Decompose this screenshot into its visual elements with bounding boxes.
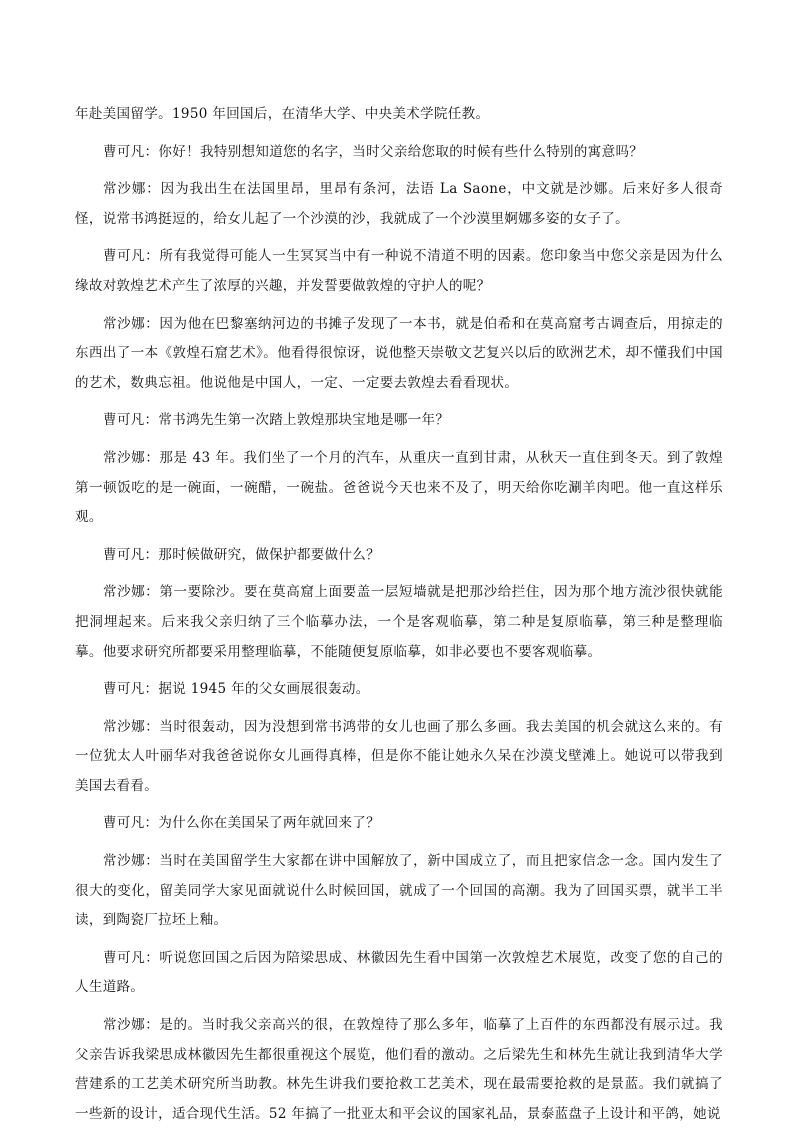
paragraph-answer-return: 常沙娜：当时在美国留学生大家都在讲中国解放了，新中国成立了，而且把家信念一念。国内发生了很大的变化，留美同学大家见面就说什么时候回国，就成了一个回国的高潮。我为了回国买票，就半工半读，到陶瓷厂拉坯上釉。 — [75, 853, 723, 929]
paragraph-answer-first-arrival: 常沙娜：那是 43 年。我们坐了一个月的汽车，从重庆一直到甘肃，从秋天一直住到冬天。到了敦煌第一顿饭吃的是一碗面，一碗醋，一碗盐。爸爸说今天也来不及了，明天给你吃涮羊肉吧。他一直这样乐观。 — [75, 449, 723, 526]
paragraph-answer-dunhuang-interest: 常沙娜：因为他在巴黎塞纳河边的书摊子发现了一本书，就是伯希和在莫高窟考古调查后，用掠走的东西出了一本《敦煌石窟艺术》。他看得很惊讶，说他整天崇敬文艺复兴以后的欧洲艺术，却不懂我们中国的艺术，数典忘祖。他说他是中国人，一定、一定要去敦煌去看看现状。 — [75, 315, 723, 391]
paragraph-question-return: 曹可凡：为什么你在美国呆了两年就回来了？ — [103, 815, 380, 832]
paragraph-answer-life-path: 常沙娜：是的。当时我父亲高兴的很，在敦煌待了那么多年，临摹了上百件的东西都没有展示过。我父亲告诉我梁思成林徽因先生都很重视这个展览，他们看的激动。之后梁先生和林先生就让我到清华大学营建系的工艺美术研究所当助教。林先生讲我们要抢救工艺美术，现在最需要抢救的是景蓝。我们就搞了一些新的设计，适合现代生活。52 年搞了一批亚太和平会议的国家礼品，景泰蓝盘子上设计和平鸽，她说 — [75, 1017, 723, 1122]
paragraph-question-first-arrival: 曹可凡：常书鸿先生第一次踏上敦煌那块宝地是哪一年？ — [103, 412, 450, 429]
paragraph-question-dunhuang-interest: 曹可凡：所有我觉得可能人一生冥冥当中有一种说不清道不明的因素。您印象当中您父亲是因为什么缘故对敦煌艺术产生了浓厚的兴趣，并发誓要做敦煌的守护人的呢？ — [75, 248, 723, 294]
paragraph-question-life-path: 曹可凡：听说您回国之后因为陪梁思成、林徽因先生看中国第一次敦煌艺术展览，改变了您的自己的人生道路。 — [75, 949, 723, 996]
paragraph-answer-exhibition-1945: 常沙娜：当时很轰动，因为没想到常书鸿带的女儿也画了那么多画。我去美国的机会就这么来的。有一位犹太人叶丽华对我爸爸说你女儿画得真棒，但是你不能让她永久呆在沙漠戈壁滩上。她说可以带我到美国去看看。 — [75, 718, 723, 794]
interview-text — [75, 100, 723, 1137]
paragraph-intro-continuation: 年赴美国留学。1950 年回国后，在清华大学、中央美术学院任教。 — [75, 106, 490, 122]
paragraph-answer-protection-work: 常沙娜：第一要除沙。要在莫高窟上面要盖一层短墙就是把那沙给拦住，因为那个地方流沙很快就能把洞埋起来。后来我父亲归纳了三个临摹办法，一个是客观临摹，第二种是复原临摹，第三种是整理临摹。他要求研究所都要采用整理临摹，不能随便复原临摹，如非必要也不要客观临摹。 — [75, 584, 723, 660]
paragraph-question-name: 曹可凡：你好！我特别想知道您的名字，当时父亲给您取的时候有些什么特别的寓意吗？ — [103, 143, 644, 160]
paragraph-answer-name: 常沙娜：因为我出生在法国里昂，里昂有条河，法语 La Saone，中文就是沙娜。后来好多人很奇怪，说常书鸿挺逗的，给女儿起了一个沙漠的沙，我就成了一个沙漠里婀娜多姿的女子了。 — [75, 181, 723, 227]
paragraph-question-protection-work: 曹可凡：那时候做研究，做保护都要做什么？ — [103, 546, 380, 563]
paragraph-question-exhibition-1945: 曹可凡：据说 1945 年的父女画展很轰动。 — [103, 681, 370, 698]
